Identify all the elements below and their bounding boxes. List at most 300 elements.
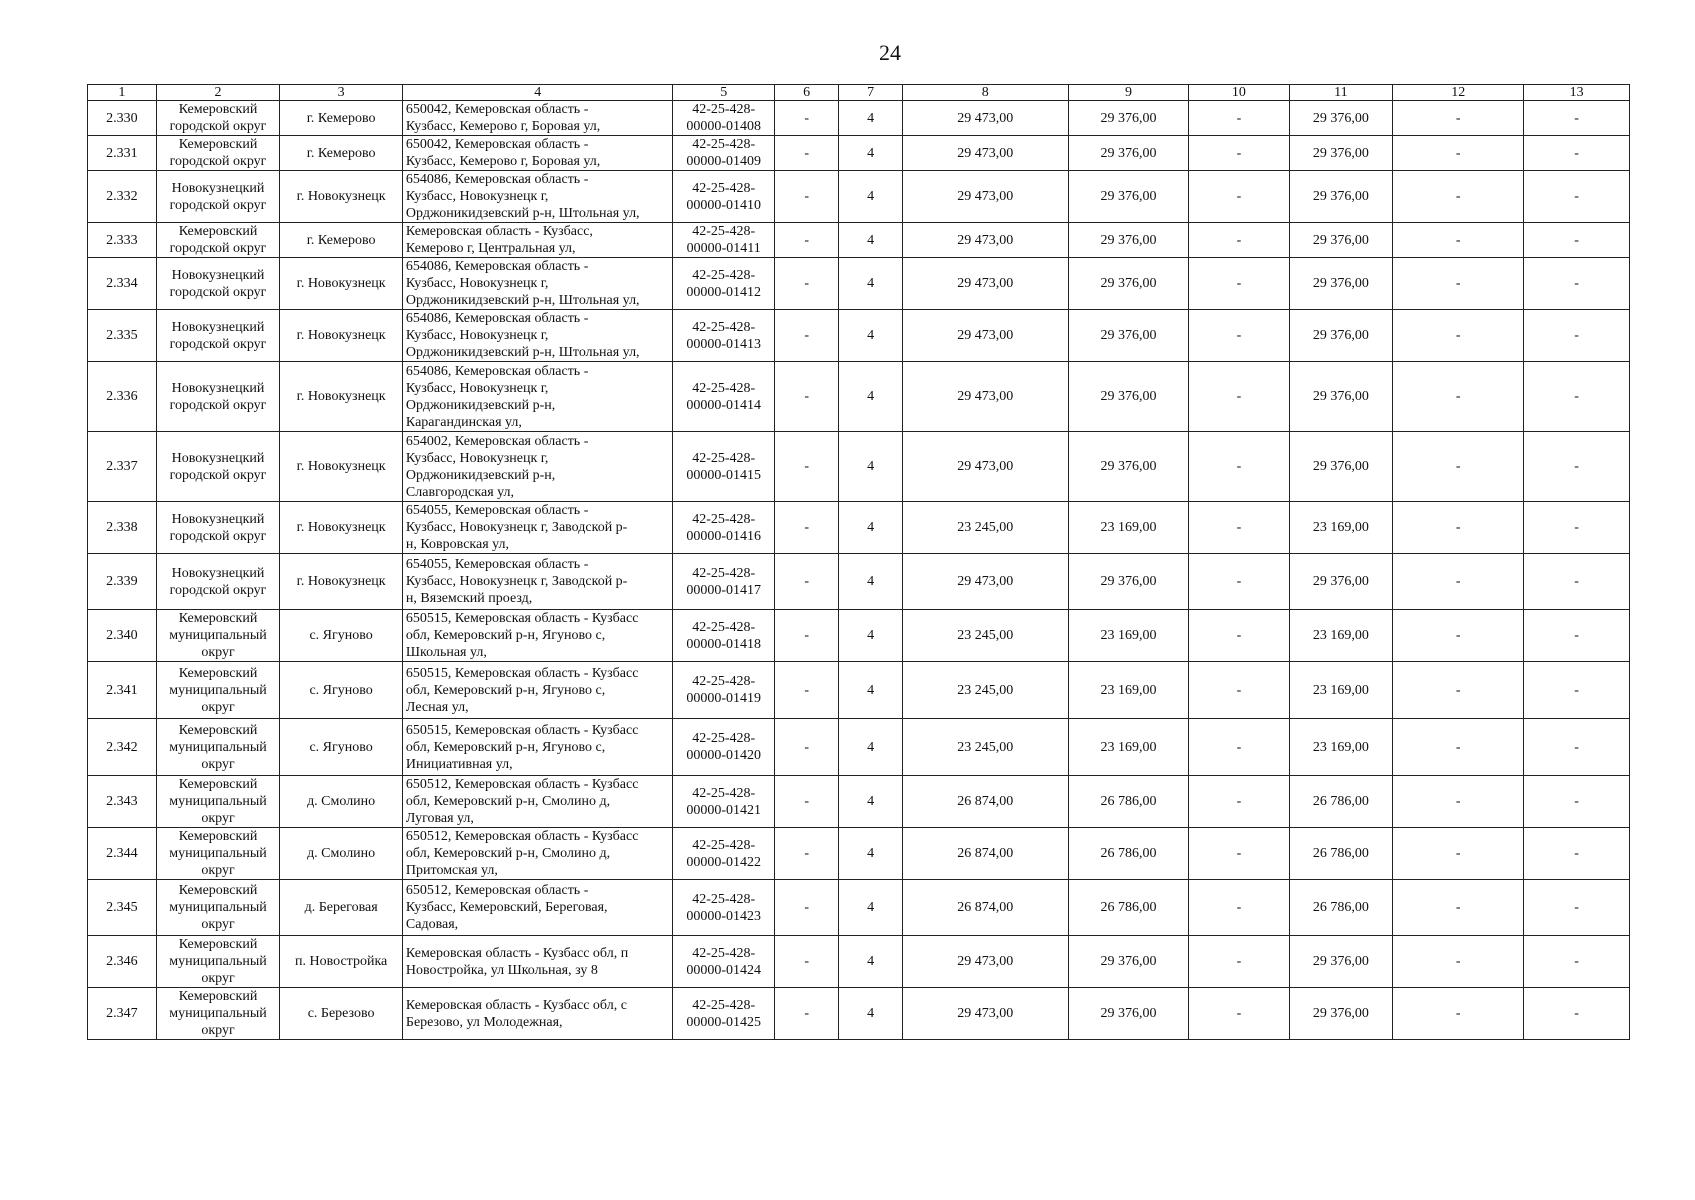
value-8-cell (902, 936, 1068, 988)
settlement-text: с. Березово (307, 1006, 375, 1021)
object-code-text: 42-25-428- 00000-01416 (686, 511, 762, 544)
municipality-cell (156, 136, 280, 171)
col-12-text: - (1455, 846, 1461, 861)
address-text: 654086, Кемеровская область - Кузбасс, Новокузнецк г, Орджоникидзевский р-н, Штольная ул, (405, 259, 640, 308)
settlement-cell (280, 828, 403, 880)
municipality-cell (156, 554, 280, 610)
col-7-text: 4 (867, 232, 875, 248)
value-9-text: 29 376,00 (1100, 574, 1157, 589)
table-row (88, 432, 1630, 502)
municipality-cell (156, 432, 280, 502)
settlement-cell (280, 502, 403, 554)
row-number-text: 2.346 (106, 954, 138, 969)
object-code-text: 42-25-428- 00000-01410 (686, 180, 762, 213)
col-12-text: - (1455, 232, 1461, 248)
col-7-text: 4 (867, 1006, 875, 1021)
col-12-cell (1393, 171, 1524, 223)
value-11-cell (1289, 988, 1393, 1040)
col-12-cell (1393, 880, 1524, 936)
col-7-cell (839, 776, 902, 828)
value-9-cell (1068, 610, 1188, 662)
row-number-cell (88, 310, 157, 362)
municipality-cell (156, 101, 280, 136)
table-row (88, 554, 1630, 610)
settlement-text: г. Кемерово (306, 232, 376, 248)
value-9-cell (1068, 880, 1188, 936)
row-number-cell (88, 880, 157, 936)
address-text: 654086, Кемеровская область - Кузбасс, Новокузнецк г, Орджоникидзевский р-н, Штольная ул, (405, 172, 640, 221)
col-6-cell (774, 171, 838, 223)
table-row (88, 776, 1630, 828)
row-number-cell (88, 432, 157, 502)
address-cell (402, 136, 673, 171)
value-11-cell (1289, 610, 1393, 662)
row-number-cell (88, 171, 157, 223)
settlement-text: г. Новокузнецк (296, 389, 386, 404)
municipality-cell (156, 936, 280, 988)
col-7-cell (839, 432, 902, 502)
col-12-text: - (1455, 1006, 1461, 1021)
value-11-cell (1289, 719, 1393, 776)
value-11-text: 23 169,00 (1312, 682, 1369, 698)
col-7-cell (839, 171, 902, 223)
municipality-cell (156, 776, 280, 828)
value-9-cell (1068, 719, 1188, 776)
row-number-cell (88, 554, 157, 610)
table-body (88, 101, 1630, 1040)
value-11-cell (1289, 936, 1393, 988)
col-10-text: - (1236, 682, 1242, 698)
settlement-text: г. Новокузнецк (296, 459, 386, 474)
header-cell-11: 11 (1289, 85, 1393, 101)
table-row (88, 880, 1630, 936)
value-8-cell (902, 258, 1068, 310)
col-7-cell (839, 988, 902, 1040)
object-code-cell (673, 432, 774, 502)
settlement-text: п. Новостройка (294, 954, 388, 969)
col-13-text: - (1574, 110, 1579, 126)
row-number-text: 2.342 (106, 739, 138, 755)
municipality-text: Новокузнецкий городской округ (169, 511, 267, 544)
col-6-text: - (804, 459, 809, 474)
settlement-cell (280, 432, 403, 502)
value-11-text: 29 376,00 (1312, 328, 1369, 343)
address-text: Кемеровская область - Кузбасс, Кемерово г, Центральная ул, (405, 224, 593, 256)
object-code-text: 42-25-428- 00000-01424 (686, 945, 762, 978)
col-13-text: - (1574, 232, 1579, 248)
value-8-cell (902, 362, 1068, 432)
value-11-text: 23 169,00 (1312, 739, 1369, 755)
col-10-text: - (1236, 954, 1242, 969)
col-6-text: - (804, 682, 809, 698)
settlement-cell (280, 101, 403, 136)
row-number-text: 2.335 (106, 328, 138, 343)
value-11-cell (1289, 828, 1393, 880)
row-number-text: 2.338 (106, 520, 138, 535)
settlement-text: с. Ягуново (309, 682, 373, 698)
col-7-text: 4 (867, 328, 875, 343)
row-number-cell (88, 502, 157, 554)
row-number-text: 2.340 (106, 628, 138, 643)
address-cell (402, 362, 673, 432)
value-9-text: 29 376,00 (1100, 389, 1157, 404)
value-9-cell (1068, 988, 1188, 1040)
object-code-cell (673, 880, 774, 936)
col-10-cell (1189, 171, 1289, 223)
value-9-cell (1068, 136, 1188, 171)
col-7-cell (839, 828, 902, 880)
col-7-text: 4 (867, 145, 875, 161)
value-11-text: 23 169,00 (1312, 628, 1369, 643)
col-10-text: - (1236, 520, 1242, 535)
header-cell-5: 5 (673, 85, 774, 101)
table-row (88, 136, 1630, 171)
value-11-cell (1289, 432, 1393, 502)
value-11-text: 26 786,00 (1312, 794, 1369, 809)
address-text: 654086, Кемеровская область - Кузбасс, Новокузнецк г, Орджоникидзевский р-н, Штольная ул, (405, 311, 640, 360)
table-row (88, 223, 1630, 258)
col-12-cell (1393, 662, 1524, 719)
value-11-text: 26 786,00 (1312, 846, 1369, 861)
object-code-text: 42-25-428- 00000-01418 (686, 619, 762, 652)
col-13-text: - (1574, 1006, 1579, 1021)
value-9-text: 29 376,00 (1100, 189, 1157, 204)
col-7-cell (839, 554, 902, 610)
value-8-text: 26 874,00 (957, 794, 1014, 809)
value-8-cell (902, 223, 1068, 258)
col-12-cell (1393, 936, 1524, 988)
col-7-text: 4 (867, 682, 875, 698)
table-row (88, 719, 1630, 776)
row-number-cell (88, 101, 157, 136)
col-6-cell (774, 223, 838, 258)
header-cell-2: 2 (156, 85, 280, 101)
col-13-text: - (1574, 389, 1579, 404)
col-6-text: - (804, 276, 809, 291)
row-number-cell (88, 258, 157, 310)
col-13-text: - (1574, 954, 1579, 969)
col-10-cell (1189, 610, 1289, 662)
col-12-text: - (1455, 900, 1461, 915)
row-number-text: 2.341 (106, 682, 138, 698)
value-9-text: 26 786,00 (1100, 900, 1157, 915)
value-9-text: 29 376,00 (1100, 232, 1157, 248)
col-12-cell (1393, 776, 1524, 828)
value-9-text: 29 376,00 (1100, 459, 1157, 474)
row-number-cell (88, 988, 157, 1040)
value-9-cell (1068, 223, 1188, 258)
col-10-cell (1189, 362, 1289, 432)
value-8-cell (902, 310, 1068, 362)
value-9-text: 23 169,00 (1100, 520, 1157, 535)
col-13-text: - (1574, 276, 1579, 291)
col-13-text: - (1574, 520, 1579, 535)
table-row (88, 362, 1630, 432)
col-10-text: - (1236, 459, 1242, 474)
object-code-cell (673, 662, 774, 719)
col-10-text: - (1236, 900, 1242, 915)
address-cell (402, 936, 673, 988)
address-text: 650512, Кемеровская область - Кузбасс обл, Кемеровский р-н, Смолино д, Притомская ул, (405, 829, 639, 878)
address-text: 650042, Кемеровская область - Кузбасс, Кемерово г, Боровая ул, (405, 137, 601, 169)
settlement-cell (280, 554, 403, 610)
table-row (88, 101, 1630, 136)
col-7-text: 4 (867, 628, 875, 643)
value-8-cell (902, 554, 1068, 610)
col-6-cell (774, 362, 838, 432)
address-cell (402, 258, 673, 310)
row-number-text: 2.336 (106, 389, 138, 404)
value-9-cell (1068, 936, 1188, 988)
col-12-text: - (1455, 794, 1461, 809)
value-11-cell (1289, 101, 1393, 136)
address-text: 650515, Кемеровская область - Кузбасс обл, Кемеровский р-н, Ягуново с, Школьная ул, (405, 611, 639, 660)
value-11-text: 29 376,00 (1312, 276, 1369, 291)
col-10-text: - (1236, 110, 1242, 126)
settlement-cell (280, 988, 403, 1040)
col-10-cell (1189, 432, 1289, 502)
address-text: Кемеровская область - Кузбасс обл, п Новостройка, ул Школьная, зу 8 (405, 945, 629, 978)
value-11-cell (1289, 223, 1393, 258)
col-6-cell (774, 719, 838, 776)
value-9-text: 29 376,00 (1100, 145, 1157, 161)
col-10-text: - (1236, 794, 1242, 809)
row-number-cell (88, 936, 157, 988)
value-8-text: 23 245,00 (957, 520, 1014, 535)
col-12-cell (1393, 136, 1524, 171)
address-text: 650042, Кемеровская область - Кузбасс, Кемерово г, Боровая ул, (405, 102, 601, 134)
col-13-cell (1524, 936, 1630, 988)
value-8-text: 23 245,00 (957, 628, 1014, 643)
value-9-cell (1068, 258, 1188, 310)
row-number-text: 2.345 (106, 900, 138, 915)
table-row (88, 988, 1630, 1040)
value-9-text: 29 376,00 (1100, 328, 1157, 343)
col-10-cell (1189, 776, 1289, 828)
address-cell (402, 776, 673, 828)
col-6-text: - (804, 1006, 809, 1021)
municipality-cell (156, 171, 280, 223)
header-cell-13: 13 (1524, 85, 1630, 101)
header-cell-4: 4 (402, 85, 673, 101)
object-code-cell (673, 310, 774, 362)
row-number-text: 2.331 (106, 145, 138, 161)
value-8-cell (902, 610, 1068, 662)
value-8-cell (902, 502, 1068, 554)
col-13-cell (1524, 988, 1630, 1040)
value-11-cell (1289, 171, 1393, 223)
value-11-cell (1289, 136, 1393, 171)
col-12-text: - (1455, 145, 1461, 161)
col-12-cell (1393, 610, 1524, 662)
value-11-cell (1289, 554, 1393, 610)
settlement-cell (280, 610, 403, 662)
value-11-cell (1289, 502, 1393, 554)
value-9-cell (1068, 828, 1188, 880)
col-10-text: - (1236, 145, 1242, 161)
settlement-cell (280, 258, 403, 310)
value-9-cell (1068, 362, 1188, 432)
row-number-cell (88, 776, 157, 828)
value-9-text: 26 786,00 (1100, 794, 1157, 809)
value-9-cell (1068, 432, 1188, 502)
col-6-cell (774, 662, 838, 719)
value-9-text: 23 169,00 (1100, 682, 1157, 698)
object-code-cell (673, 988, 774, 1040)
value-8-text: 29 473,00 (957, 189, 1014, 204)
object-code-text: 42-25-428- 00000-01425 (686, 997, 762, 1030)
row-number-cell (88, 719, 157, 776)
col-12-text: - (1455, 389, 1461, 404)
municipality-text: Кемеровский городской округ (169, 137, 267, 169)
col-13-cell (1524, 828, 1630, 880)
object-code-cell (673, 776, 774, 828)
col-7-text: 4 (867, 954, 875, 969)
value-9-cell (1068, 776, 1188, 828)
value-11-text: 29 376,00 (1312, 145, 1369, 161)
value-11-text: 29 376,00 (1312, 954, 1369, 969)
col-6-text: - (804, 232, 809, 248)
settlement-text: с. Ягуново (309, 628, 373, 643)
value-8-cell (902, 662, 1068, 719)
object-code-text: 42-25-428- 00000-01423 (686, 891, 762, 924)
table-header (88, 85, 1630, 101)
address-cell (402, 432, 673, 502)
settlement-text: с. Ягуново (309, 739, 373, 755)
municipality-text: Новокузнецкий городской округ (169, 565, 267, 598)
col-12-text: - (1455, 954, 1461, 969)
value-8-text: 29 473,00 (957, 145, 1014, 161)
col-13-text: - (1574, 628, 1579, 643)
value-8-cell (902, 136, 1068, 171)
value-9-text: 29 376,00 (1100, 1006, 1157, 1021)
settlement-cell (280, 362, 403, 432)
municipality-cell (156, 880, 280, 936)
header-cell-6: 6 (774, 85, 838, 101)
value-9-cell (1068, 310, 1188, 362)
object-code-text: 42-25-428- 00000-01414 (686, 380, 762, 413)
value-11-text: 26 786,00 (1312, 900, 1369, 915)
value-8-cell (902, 828, 1068, 880)
object-code-text: 42-25-428- 00000-01409 (686, 137, 762, 169)
col-13-cell (1524, 258, 1630, 310)
row-number-cell (88, 362, 157, 432)
col-12-cell (1393, 310, 1524, 362)
col-12-text: - (1455, 276, 1461, 291)
col-12-text: - (1455, 739, 1461, 755)
address-text: 650512, Кемеровская область - Кузбасс обл, Кемеровский р-н, Смолино д, Луговая ул, (405, 777, 639, 826)
address-cell (402, 719, 673, 776)
col-13-text: - (1574, 189, 1579, 204)
settlement-cell (280, 936, 403, 988)
row-number-text: 2.330 (106, 110, 138, 126)
col-6-text: - (804, 954, 809, 969)
col-7-cell (839, 936, 902, 988)
col-6-cell (774, 988, 838, 1040)
object-code-cell (673, 610, 774, 662)
value-8-text: 29 473,00 (957, 389, 1014, 404)
col-13-cell (1524, 719, 1630, 776)
col-13-text: - (1574, 900, 1579, 915)
col-7-cell (839, 136, 902, 171)
col-12-text: - (1455, 628, 1461, 643)
settlement-cell (280, 880, 403, 936)
municipality-text: Новокузнецкий городской округ (169, 180, 267, 213)
col-12-cell (1393, 719, 1524, 776)
col-10-text: - (1236, 189, 1242, 204)
value-11-cell (1289, 880, 1393, 936)
col-6-text: - (804, 846, 809, 861)
value-9-cell (1068, 662, 1188, 719)
col-7-text: 4 (867, 900, 875, 915)
address-cell (402, 223, 673, 258)
col-12-cell (1393, 223, 1524, 258)
col-10-text: - (1236, 846, 1242, 861)
col-13-text: - (1574, 846, 1579, 861)
value-8-cell (902, 988, 1068, 1040)
registry-table (87, 84, 1630, 1040)
municipality-cell (156, 662, 280, 719)
col-10-text: - (1236, 628, 1242, 643)
col-13-text: - (1574, 328, 1579, 343)
col-13-text: - (1574, 794, 1579, 809)
col-10-text: - (1236, 1006, 1242, 1021)
col-10-cell (1189, 502, 1289, 554)
col-10-cell (1189, 828, 1289, 880)
value-11-text: 29 376,00 (1312, 189, 1369, 204)
value-11-text: 29 376,00 (1312, 459, 1369, 474)
object-code-cell (673, 101, 774, 136)
col-7-cell (839, 101, 902, 136)
value-9-cell (1068, 101, 1188, 136)
col-6-cell (774, 610, 838, 662)
settlement-text: д. Смолино (307, 794, 376, 809)
municipality-cell (156, 362, 280, 432)
address-text: 650515, Кемеровская область - Кузбасс обл, Кемеровский р-н, Ягуново с, Лесная ул, (405, 665, 639, 715)
col-10-text: - (1236, 328, 1242, 343)
value-11-cell (1289, 362, 1393, 432)
address-text: 654055, Кемеровская область - Кузбасс, Новокузнецк г, Заводской р- н, Ковровская ул, (405, 503, 628, 552)
address-cell (402, 171, 673, 223)
col-12-cell (1393, 258, 1524, 310)
col-6-cell (774, 880, 838, 936)
settlement-cell (280, 223, 403, 258)
col-13-text: - (1574, 145, 1579, 161)
col-7-cell (839, 258, 902, 310)
value-8-text: 29 473,00 (957, 328, 1014, 343)
col-13-cell (1524, 171, 1630, 223)
row-number-text: 2.347 (106, 1006, 138, 1021)
row-number-text: 2.332 (106, 189, 138, 204)
col-7-cell (839, 310, 902, 362)
value-11-cell (1289, 310, 1393, 362)
col-7-text: 4 (867, 794, 875, 809)
col-6-cell (774, 502, 838, 554)
settlement-cell (280, 776, 403, 828)
col-7-text: 4 (867, 189, 875, 204)
address-text: 654002, Кемеровская область - Кузбасс, Новокузнецк г, Орджоникидзевский р-н, Славгородская ул, (405, 433, 589, 500)
row-number-text: 2.343 (106, 794, 138, 809)
col-7-cell (839, 880, 902, 936)
settlement-cell (280, 662, 403, 719)
col-7-text: 4 (867, 846, 875, 861)
municipality-text: Новокузнецкий городской округ (169, 380, 267, 413)
value-9-text: 29 376,00 (1100, 954, 1157, 969)
object-code-text: 42-25-428- 00000-01408 (686, 102, 762, 134)
col-7-cell (839, 502, 902, 554)
col-12-text: - (1455, 459, 1461, 474)
col-6-cell (774, 432, 838, 502)
